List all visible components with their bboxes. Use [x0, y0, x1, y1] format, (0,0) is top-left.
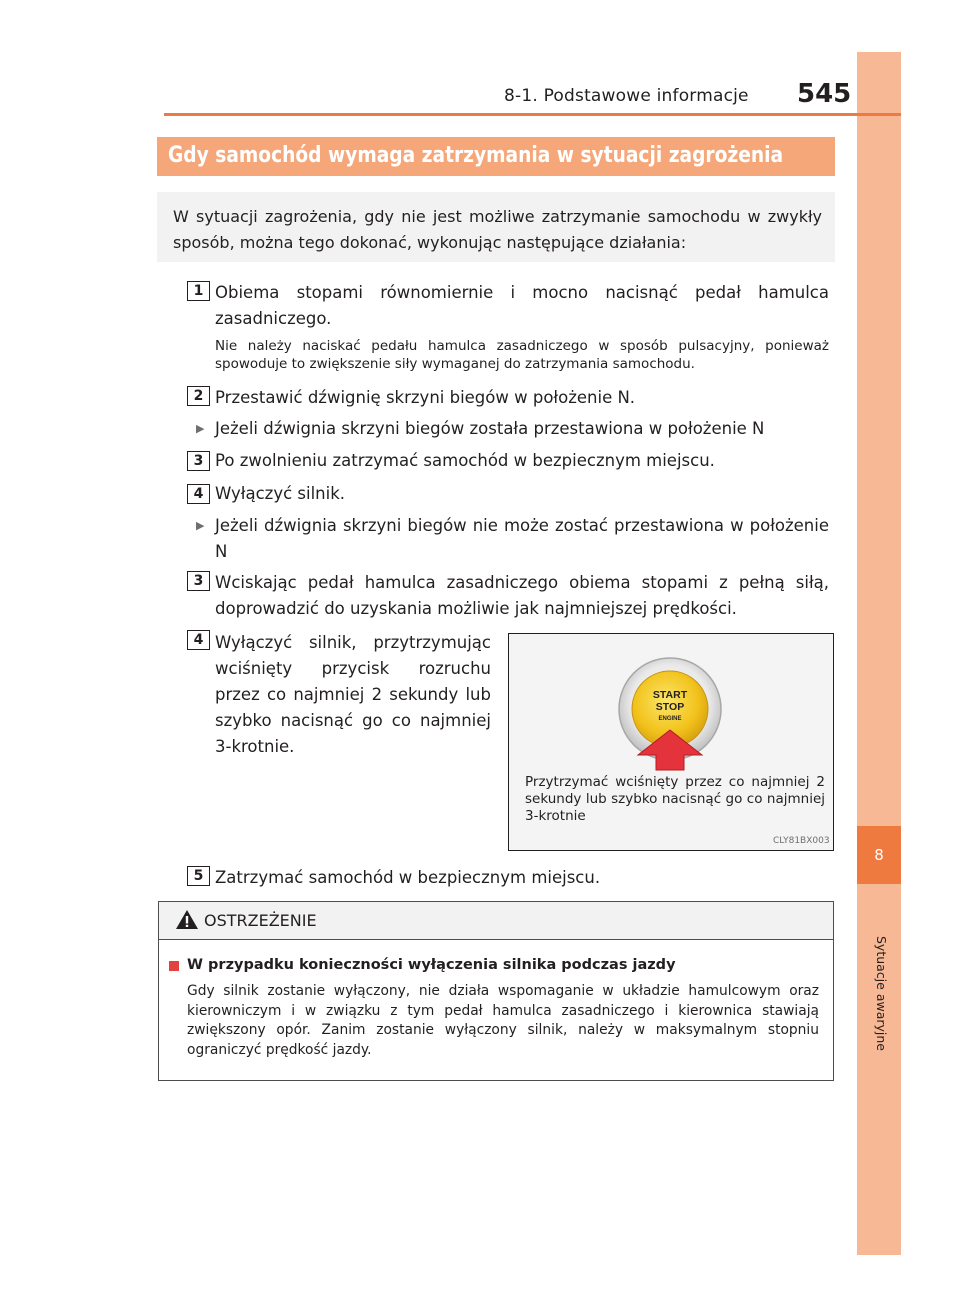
intro-text: W sytuacji zagrożenia, gdy nie jest możliwe zatrzymanie samochodu w zwykły sposób, można tego dokonać, wykonując następujące działania:: [173, 207, 822, 252]
page-number: 545: [797, 79, 852, 109]
warning-subtitle: W przypadku konieczności wyłączenia silnika podczas jazdy: [187, 957, 676, 973]
step-number-box: 1: [187, 281, 210, 301]
step-number-box: 3: [187, 451, 210, 471]
warning-bullet-icon: [169, 961, 179, 971]
page-title: Gdy samochód wymaga zatrzymania w sytuacji zagrożenia: [168, 142, 784, 168]
condition-arrow-icon: ▶: [196, 519, 205, 532]
step-text: Wyłączyć silnik.: [215, 484, 346, 503]
figure-code: CLY81BX003: [773, 836, 830, 846]
chapter-side-strip: [857, 52, 901, 1255]
chapter-label: Sytuacje awaryjne: [874, 936, 889, 1051]
step-number-box: 2: [187, 386, 210, 406]
section-header: 8-1. Podstawowe informacje: [504, 86, 749, 106]
header-rule: [164, 113, 901, 116]
button-label-start: START: [652, 689, 688, 701]
warning-title: OSTRZEŻENIE: [204, 911, 317, 930]
button-label-stop: STOP: [655, 701, 685, 713]
condition-text: Jeżeli dźwignia skrzyni biegów została przestawiona w położenie N: [215, 419, 765, 438]
chapter-number: 8: [874, 846, 884, 864]
condition-text: Jeżeli dźwignia skrzyni biegów nie może zostać przestawiona w położenie N: [215, 516, 829, 561]
step-number-box: 4: [187, 484, 210, 504]
figure-caption: Przytrzymać wciśnięty przez co najmniej 2 sekundy lub szybko nacisnąć go co najmniej 3-krotnie: [525, 774, 825, 824]
step-note: Nie należy naciskać pedału hamulca zasadniczego w sposób pulsacyjny, ponieważ spowoduje to zwiększenie siły wymaganej do zatrzymania samochodu.: [215, 338, 829, 372]
step-number-box: 3: [187, 571, 210, 591]
step-text: Wyłączyć silnik, przytrzymując wciśnięty przycisk rozruchu przez co najmniej 2 sekundy lub szybko nacisnąć go co najmniej 3-krotnie.: [215, 633, 491, 756]
condition-arrow-icon: ▶: [196, 422, 205, 435]
step-text: Po zwolnieniu zatrzymać samochód w bezpiecznym miejscu.: [215, 451, 715, 470]
step-text: Zatrzymać samochód w bezpiecznym miejscu.: [215, 868, 601, 887]
button-label-engine: ENGINE: [658, 716, 682, 722]
step-text: Przestawić dźwignię skrzyni biegów w położenie N.: [215, 388, 636, 407]
warning-body: Gdy silnik zostanie wyłączony, nie działa wspomaganie w układzie hamulcowym oraz kierowniczym i w związku z tym pedał hamulca zasadniczego i kierownica stawiają zwiększony opór. Zanim zostanie wyłączony silnik, należy w maksymalnym stopniu ograniczyć prędkość jazdy.: [187, 983, 819, 1058]
step-number-box: 5: [187, 866, 210, 886]
step-text: Wciskając pedał hamulca zasadniczego obiema stopami z pełną siłą, doprowadzić do uzyskania możliwie jak najmniejszej prędkości.: [215, 573, 829, 618]
step-number-box: 4: [187, 630, 210, 650]
step-text: Obiema stopami równomiernie i mocno nacisnąć pedał hamulca zasadniczego.: [215, 283, 829, 328]
warning-triangle-icon: [175, 909, 199, 930]
